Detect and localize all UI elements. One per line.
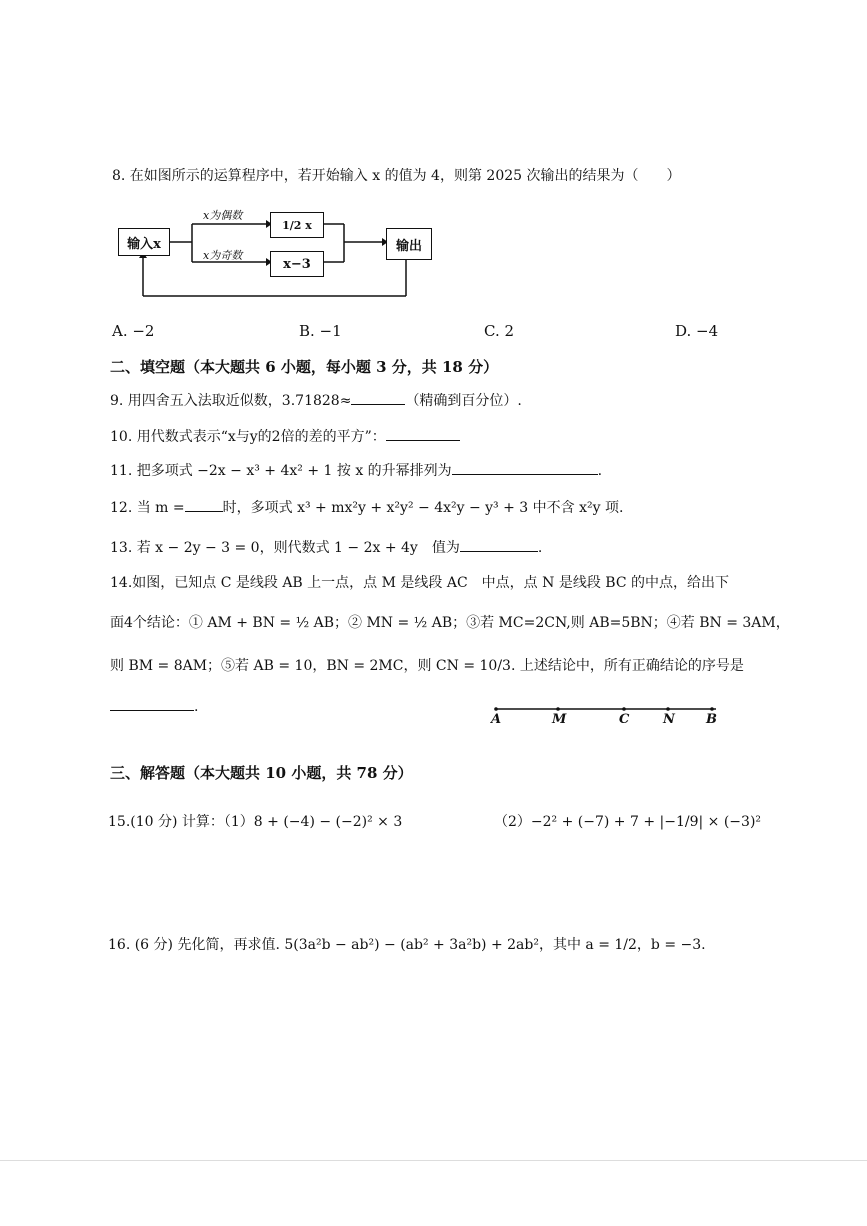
option-d: D. −4: [675, 322, 719, 340]
question-14-line-1: 14.如图，已知点 C 是线段 AB 上一点，点 M 是线段 AC 中点，点 N 是线段 BC 的中点，给出下: [110, 575, 729, 591]
flow-even-label: x为偶数: [203, 209, 243, 222]
flow-odd-op-box: x−3: [270, 251, 324, 277]
point-b-label: B: [706, 712, 717, 727]
question-14-line-3: 则 BM = 8AM；⑤若 AB = 10，BN = 2MC，则 CN = 10/3. 上述结论中，所有正确结论的序号是: [110, 658, 744, 674]
flow-input-box: 输入x: [118, 228, 170, 256]
question-12: 12. 当 m = 时，多项式 x³ + mx²y + x²y² − 4x²y − y³ + 3 中不含 x²y 项.: [110, 497, 623, 518]
question-15-part-2: （2）−2² + (−7) + 7 + |−1/9| × (−3)²: [494, 814, 762, 830]
flow-odd-label: x为奇数: [203, 249, 243, 262]
page-bottom-rule: [0, 1160, 867, 1161]
question-8-text: 8. 在如图所示的运算程序中，若开始输入 x 的值为 4，则第 2025 次输出的结果为（ ）: [112, 168, 681, 184]
question-11: 11. 把多项式 −2x − x³ + 4x² + 1 按 x 的升幂排列为 .: [110, 460, 602, 481]
flow-even-op-box: 1/2 x: [270, 212, 324, 238]
question-10: 10. 用代数式表示“x与y的2倍的差的平方”：: [110, 426, 460, 447]
section-3-title: 三、解答题（本大题共 10 小题，共 78 分）: [110, 764, 413, 782]
point-a-label: A: [491, 712, 502, 727]
question-15-part-1: 15.(10 分) 计算：（1）8 + (−4) − (−2)² × 3: [108, 814, 403, 830]
point-c-label: C: [619, 712, 630, 727]
question-14-answer-blank: .: [110, 696, 198, 717]
point-m-label: M: [552, 712, 567, 727]
option-c: C. 2: [484, 322, 515, 340]
section-2-title: 二、填空题（本大题共 6 小题，每小题 3 分，共 18 分）: [110, 358, 499, 376]
option-a: A. −2: [112, 322, 155, 340]
point-n-label: N: [663, 712, 675, 727]
option-b: B. −1: [299, 322, 342, 340]
question-16: 16. (6 分) 先化简，再求值. 5(3a²b − ab²) − (ab² + 3a²b) + 2ab²，其中 a = 1/2，b = −3.: [108, 937, 706, 953]
question-13: 13. 若 x − 2y − 3 = 0，则代数式 1 − 2x + 4y 值为 .: [110, 537, 542, 558]
flow-output-box: 输出: [386, 228, 432, 260]
question-9: 9. 用四舍五入法取近似数，3.71828≈ （精确到百分位）.: [110, 390, 522, 411]
question-14-line-2: 面4个结论：① AM + BN = ½ AB；② MN = ½ AB；③若 MC=2CN,则 AB=5BN；④若 BN = 3AM，: [110, 615, 790, 631]
